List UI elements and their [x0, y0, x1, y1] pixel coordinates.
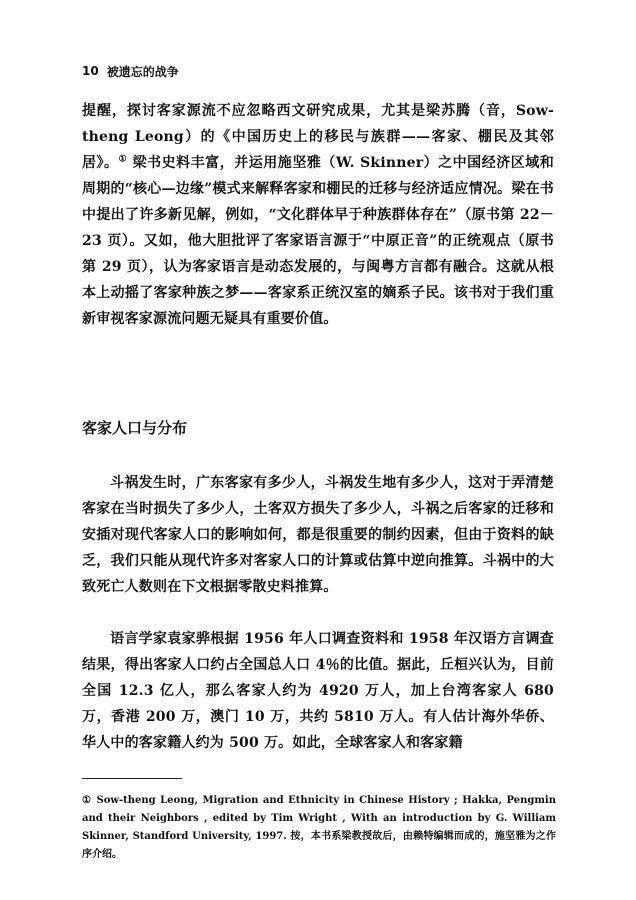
paragraph-continuation	[82, 98, 554, 332]
page-number: 10	[82, 64, 99, 78]
book-page	[82, 60, 556, 860]
running-header	[82, 60, 179, 82]
footnote-text: Sow-theng Leong, Migration and Ethnicity in Chinese History ; Hakka, Pengmin and their Neighbors , edited by Tim Wright , With an introduction by G. William Skinner, Standford University, 1997. 按，本书系梁教授故后，由赖特编辑而成的，施坚雅为之作序介绍。	[82, 795, 556, 860]
section-heading: 客家人口与分布	[82, 419, 188, 437]
paragraph-body: 语言学家袁家骅根据 1956 年人口调查资料和 1958 年汉语方言调查结果，得出客家人口约占全国总人口 4％的比值。据此，丘桓兴认为，目前全国 12.3 亿人，那么客家人约为 4920 万人，加上台湾客家人 680 万，香港 200 万，澳门 10 万，共约 5810 万人。有人估计海外华侨、华人中的客家籍人约为 500 万。如此，全球客家人和客家籍	[82, 631, 554, 751]
paragraph-text: 提醒，探讨客家源流不应忽略西文研究成果，尤其是梁苏腾（音，Sow-theng Leong）的《中国历史上的移民与族群——客家、棚民及其邻居》。	[82, 103, 554, 171]
footnote-divider	[82, 778, 182, 779]
paragraph-body: 斗祸发生时，广东客家有多少人，斗祸发生地有多少人，这对于弄清楚客家在当时损失了多少人，土客双方损失了多少人，斗祸之后客家的迁移和安插对现代客家人口的影响如何，都是很重要的制约因素，但由于资料的缺乏，我们只能从现代许多对客家人口的计算或估算中逆向推算。斗祸中的大致死亡人数则在下文根据零散史料推算。	[82, 475, 554, 595]
footnote-reference[interactable]: ①	[118, 154, 128, 165]
paragraph-text-rest: 梁书史料丰富，并运用施坚雅（W. Skinner）之中国经济区域和周期的“核心—边缘”模式来解释客家和棚民的迁移与经济适应情况。梁在书中提出了许多新见解，例如，“文化群体早于种族群体存在”（原书第 22－23 页）。又如，他大胆批评了客家语言源于“中原正音”的正统观点（原书第 29 页），认为客家语言是动态发展的，与闽粤方言都有融合。这就从根本上动摇了客家种族之梦——客家系正统汉室的嫡系子民。该书对于我们重新审视客家源流问题无疑具有重要价值。	[82, 155, 554, 327]
footnote	[82, 792, 556, 864]
footnote-marker: ①	[82, 795, 92, 806]
running-title: 被遗忘的战争	[106, 64, 179, 79]
